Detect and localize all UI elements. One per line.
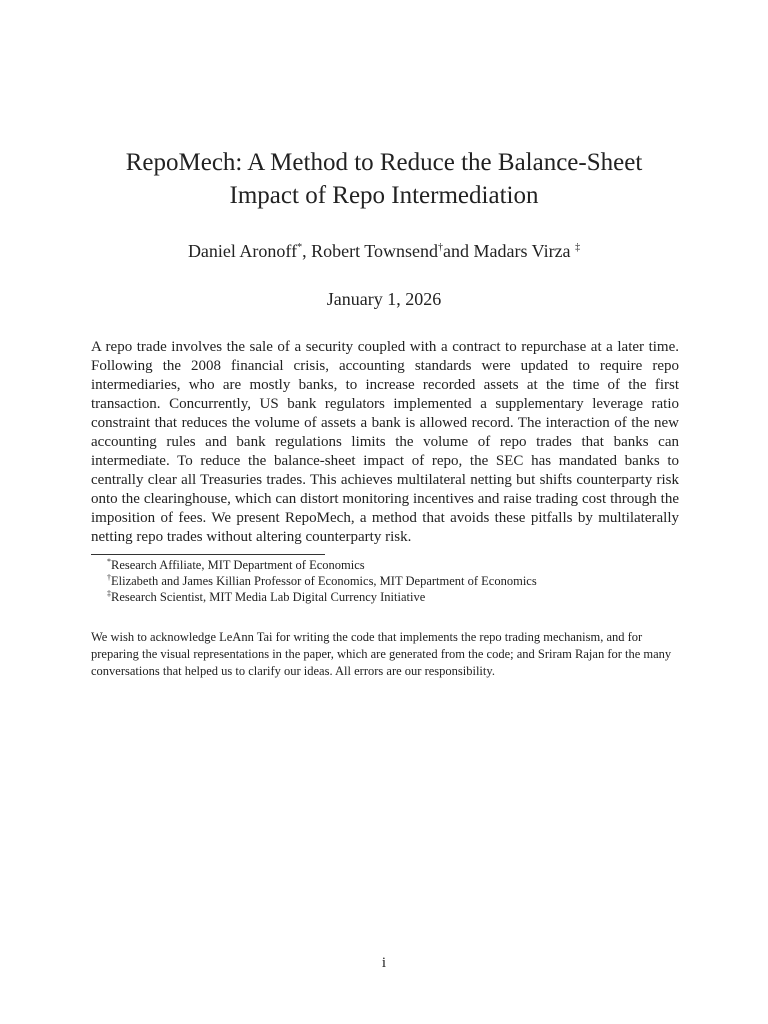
footnote-mark: † [107, 572, 111, 582]
author-footnote-mark: * [297, 242, 303, 253]
footnotes [91, 557, 691, 605]
author-separator: and [443, 241, 474, 261]
paper-title [60, 146, 708, 212]
footnote-mark: ‡ [107, 588, 111, 598]
author-list [60, 238, 708, 264]
footnote [91, 557, 691, 573]
author-separator: , [302, 241, 312, 261]
abstract: A repo trade involves the sale of a security coupled with a contract to repurchase at a later time. Following the 2008 financial crisis, accounting standards were updated to require repo intermediaries, who are mostly banks, to increase recorded assets at the time of the first transaction. Concurrently, US bank regulators implemented a supplementary leverage ratio constraint that reduces the volume of assets a bank is allowed record. The interaction of the new accounting rules and bank regulations limits the volume of repo trades that banks can intermediate. To reduce the balance-sheet impact of repo, the SEC has mandated banks to centrally clear all Treasuries trades. This achieves multilateral netting but shifts counterparty risk onto the clearinghouse, which can distort monitoring incentives and raise trading cost through the imposition of fees. We present RepoMech, a method that avoids these pitfalls by multilaterally netting repo trades without altering counterparty risk. [91, 339, 679, 545]
title-line-1: RepoMech: A Method to Reduce the Balance-Sheet [125, 149, 643, 176]
footnote-text: Research Affiliate, MIT Department of Economics [111, 558, 365, 572]
footnote [91, 589, 691, 605]
author-footnote-mark: ‡ [575, 242, 581, 253]
page-number: i [381, 955, 387, 971]
footnote-mark: * [107, 556, 111, 566]
author-footnote-mark: † [438, 242, 443, 253]
author-name: Madars Virza [473, 241, 571, 261]
footnote-text: Elizabeth and James Killian Professor of Economics, MIT Department of Economics [111, 574, 537, 588]
author-name: Daniel Aronoff [187, 241, 298, 261]
acknowledgment: We wish to acknowledge LeAnn Tai for writing the code that implements the repo trading mechanism, and for preparing the visual representations in the paper, which are generated from the code; and Sriram Rajan for the many conversations that helped us to clarify our ideas. All errors are our responsibility. [91, 630, 672, 678]
paper-date: January 1, 2026 [326, 289, 442, 309]
author-name: Robert Townsend [311, 241, 438, 261]
title-line-2: Impact of Repo Intermediation [229, 182, 539, 209]
footnote-rule [91, 554, 325, 555]
footnote [91, 573, 691, 589]
footnote-text: Research Scientist, MIT Media Lab Digital Currency Initiative [111, 590, 426, 604]
